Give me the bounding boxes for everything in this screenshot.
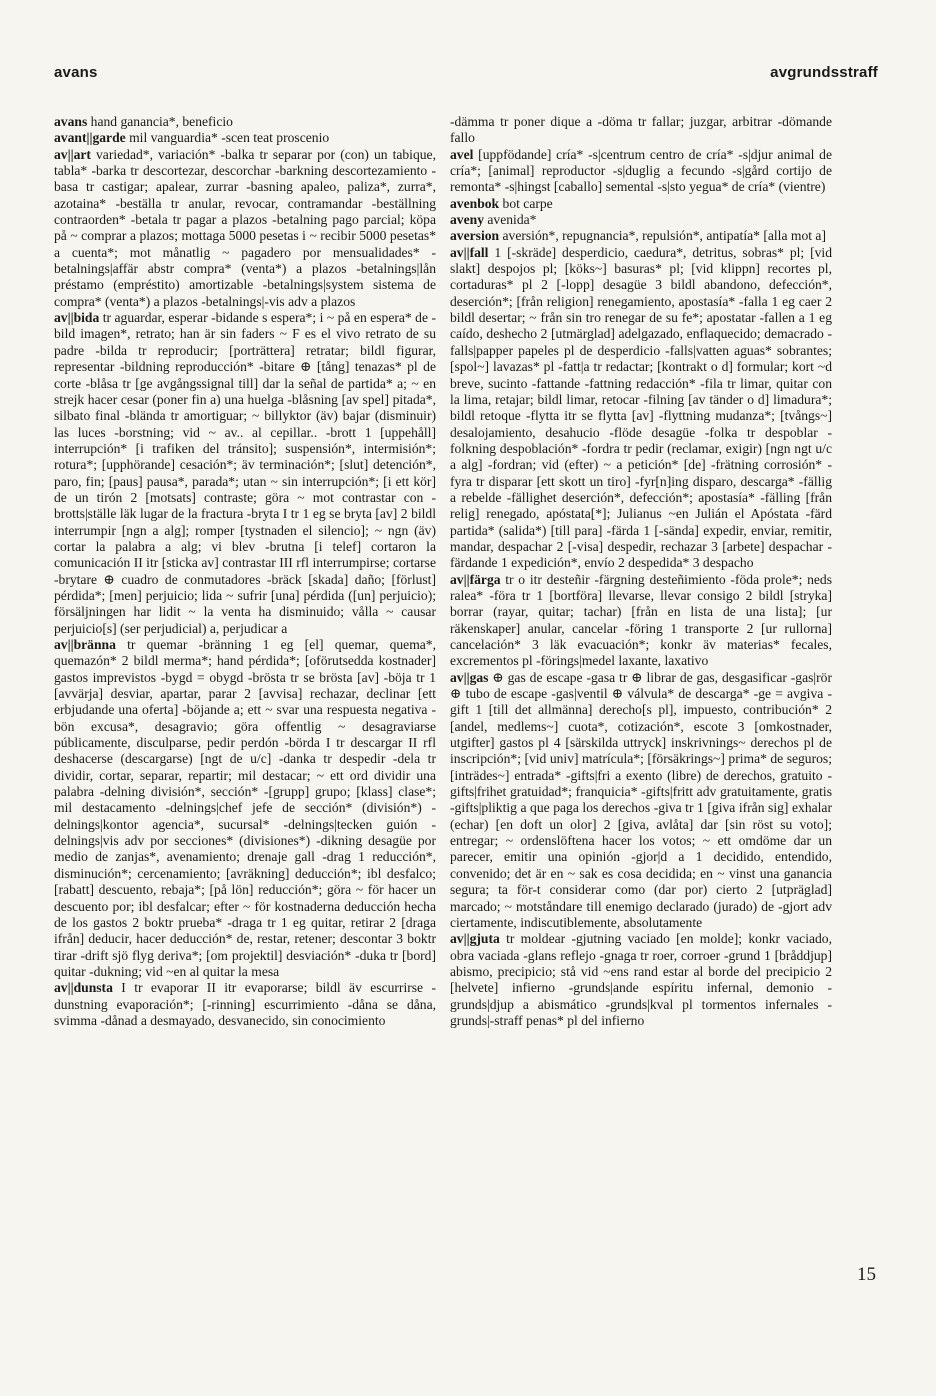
entry-text: variedad*, variación* -balka tr separar por (con) un tabique, tabla* -barka tr descortezar, descorchar -barkning descortezamiento -basa tr castigar; apalear, zurrar -basning apaleo, paliza*, zurra*, azotaina* -beställa tr anular, revocar, contramandar -beställning contraorden* -betala tr pagar a plazos -betalning pago parcial; köpa på ~ comprar a plazos; mottaga 5000 pesetas i ~ recibir 5000 pesetas* a cuenta*; mot månatlig ~ pagadero por mensualidades* -betalnings|affär abstr compra* (venta*) a plazos -betalnings|lån préstamo (empréstito) amortizable -betalnings|system sistema de compra* (venta*) a plazos -betalnings|-vis adv a plazos bbox=[54, 146, 436, 309]
dictionary-entry bbox=[450, 196, 832, 212]
page-number: 15 bbox=[857, 1264, 876, 1285]
dictionary-entry bbox=[450, 931, 832, 1029]
entry-headword: av||gjuta bbox=[450, 931, 500, 947]
entry-text: tr aguardar, esperar -bidande s espera*; i ~ på en espera* de -bild imagen*, retrato; han är sin faders ~ F es el vivo retrato de su padre -bilda tr reproducir; [porträttera] retratar; bildl figurar, representar -bildning reproducción* -bitare ⊕ [tång] tenazas* pl de corte -blåsa tr [ge avgångssignal till] dar la señal de partida* a; ~ en strejk hacer cesar (poner fin a) una huelga -blåsning [av spel] pitada*, silbato final -blända tr amortiguar; ~ billyktor (äv) bajar (disminuir) las luces -borstning; vid ~ av.. al cepillar.. -brott 1 [uppehåll] interrupción* [i trafiken del tránsito]; suspensión*, intermisión*; rotura*; [upphörande] cesación*; äv terminación*; [slut] detención*, paro, fin; [paus] pausa*, parada*; utan ~ sin interrupción*; [i ett kör] de un tirón 2 [motsats] contraste; göra ~ mot contrastar con -brotts|ställe läk lugar de la fractura -bryta I tr 1 eg se bryta [av] 2 bildl interrumpir [ngn a alg]; romper [tystnaden el silencio]; ~ ngn (äv) cortar la palabra a alg; vi blev -brutna [i telef] cortaron la comunicación II itr [sticka av] contrastar III rfl interrumpirse; cortarse -brytare ⊕ cuadro de conmutadores -bräck [skada] daño; [förlust] pérdida*; [men] perjuicio; lida ~ sufrir [una] pérdida ([un] perjuicio); försäljningen har lidit ~ la venta ha disminuido; vålla ~ causar perjuicio[s] (ser perjudicial) a, perjudicar a bbox=[54, 310, 436, 636]
left-column bbox=[54, 114, 436, 1029]
entry-headword: av||bränna bbox=[54, 637, 116, 652]
entry-text: tr moldear -gjutning vaciado [en molde]; konkr vaciado, obra vaciada -glans reflejo -gnaga tr roer, corroer -grund 1 [bråddjup] abismo, precipicio; stå vid ~ens rand estar al borde del precipicio 2 [helvete] infierno -grunds|ande espíritu infernal, demonio -grunds|djup a abismático -grunds|kval pl tormentos infernales -grunds|-straff penas* pl del infierno bbox=[450, 931, 832, 1028]
entry-headword: avenbok bbox=[450, 195, 500, 211]
entry-text: hand ganancia*, beneficio bbox=[90, 114, 233, 129]
entry-text: ⊕ gas de escape -gasa tr ⊕ librar de gas, desgasificar -gas|rör ⊕ tubo de escape -gas|ventil ⊕ válvula* de descarga* -ge = avgiva -gift 1 [till det allmänna] derecho[s pl], impuesto, contribución* 2 [andel, medlems~] cuota*, cotización*, escote 3 [omkostnader, utgifter] gastos pl 4 [särskilda uttryck] inskrivnings~ derechos pl de inscripción*; [vid univ] matrícula*; [försäkrings~] prima* de seguros; [inträdes~] entrada* -gifts|fri a exento (libre) de derechos, gratuito -gifts|frihet gratuidad*; franquicia* -gifts|fritt adv gratuitamente, gratis -gifts|pliktig a que paga los derechos -giva tr 1 [giva ifrån sig] exhalar (echar) [en doft un olor] 2 [giva, avlåta] dar [sin röst su voto]; entregar; ~ ordenslöftena hacer los votos; ~ ett omdöme dar un parecer, emitir una opinión -gjor|d a 1 decidido, entendido, convenido; det är en ~ sak es cosa decidida; en ~ vinst una ganancia segura; ta för-t considerar como (dar por) cierto 2 [utpräglad] marcado; ~ motståndare till enemigo declarado (jurado) de -gjort adv ciertamente, indiscutiblemente, absolutamente bbox=[450, 669, 832, 930]
entry-text: tr quemar -bränning 1 eg [el] quemar, quema*, quemazón* 2 bildl merma*; hand pérdida*; [oförutsedda kostnader] gastos imprevistos -bygd = obygd -brösta tr se brösta [av] -böja tr 1 [avvärja] desviar, apartar, parar 2 [avvisa] rechazar, declinar [ett erbjudande una oferta] -böjande a; ett ~ svar una respuesta negativa -bön excusa*, desagravio; göra offentlig ~ desagraviarse públicamente, disculparse, pedir perdón -börda I tr descargar II rfl deshacerse (descargarse) [ngt de u/c] -danka tr despedir -dela tr dividir, cortar, separar, repartir; mil destacar; ~ ett ord dividir una palabra -delning división*, sección* -[grupp] grupo; [klass] clase*; mil destacamento -delnings|chef jefe de sección* (división*) -delnings|kontor agencia*, sucursal* -delnings|tecken guión -delnings|vis adv por secciones* (divisiones*) -dikning desagüe por medio de zanjas*, avenamiento; drenaje gall -drag 1 reducción*, disminución*; cercenamiento; [avräkning] deducción*; ibl desfalco; [rabatt] descuento, rebaja*; [på lön] reducción*; göra ~ för hacer un descuento por; ibl desfalcar; efter ~ för kostnaderna deducción hecha de los gastos 2 boktr prueba* -draga tr 1 eg quitar, retirar 2 [draga ifrån] deducir, hacer deducción* de, restar, retener; descontar 3 boktr tirar -drift sjö flyg deriva*; [om projektil] desviación* -duka tr [bord] quitar -dukning; vid ~en al quitar la mesa bbox=[54, 637, 436, 979]
right-guide-word: avgrundsstraff bbox=[770, 64, 878, 81]
entry-text: tr o itr desteñir -färgning desteñimiento -föda prole*; neds ralea* -föra tr 1 [bortföra] llevarse, llevar consigo 2 bildl [stryka] borrar (rayar, quitar; tachar) [från en lista de una lista]; [ur räkenskaper] anular, cancelar -föring 1 transporte 2 [ur rullorna] cancelación* 3 läk evacuación*; konkr äv materias* fecales, excrementos pl -förings|medel laxante, laxativo bbox=[450, 571, 832, 669]
entry-text: bot carpe bbox=[502, 195, 553, 211]
entry-text: aversión*, repugnancia*, repulsión*, antipatía* [alla mot a] bbox=[502, 228, 826, 244]
dictionary-entry bbox=[54, 310, 436, 637]
dictionary-entry bbox=[54, 147, 436, 310]
dictionary-entry bbox=[450, 212, 832, 228]
dictionary-entry bbox=[54, 637, 436, 980]
dictionary-entry bbox=[450, 245, 832, 572]
entry-headword: avel bbox=[450, 146, 474, 162]
entry-headword: av||färga bbox=[450, 571, 501, 587]
entry-headword: av||gas bbox=[450, 669, 489, 685]
entry-text: mil vanguardia* -scen teat proscenio bbox=[129, 130, 330, 146]
dictionary-entry bbox=[450, 572, 832, 670]
dictionary-entry bbox=[450, 670, 832, 932]
entry-headword: aversion bbox=[450, 228, 500, 244]
entry-headword: av||dunsta bbox=[54, 980, 113, 996]
dictionary-entry bbox=[450, 114, 832, 147]
dictionary-entry bbox=[450, 228, 832, 244]
entry-text: avenida* bbox=[487, 212, 537, 228]
entry-headword: avant||garde bbox=[54, 130, 126, 146]
dictionary-entry bbox=[450, 147, 832, 196]
entry-headword: av||art bbox=[54, 146, 91, 162]
entry-text: -dämma tr poner dique a -döma tr fallar; juzgar, arbitrar -dömande fallo bbox=[450, 114, 832, 146]
entry-text: [uppfödande] cría* -s|centrum centro de cría* -s|djur animal de cría*; [animal] reproductor -s|duglig a fecundo -s|gård cortijo de remonta* -s|hingst [caballo] semental -s|sto yegua* de cría* (vientre) bbox=[450, 146, 832, 195]
entry-text: 1 [-skräde] desperdicio, caedura*, detritus, sobras* pl; [vid slakt] despojos pl; [köks~] basuras* pl; [vid klippn] recortes pl, cortaduras* pl 2 [-lopp] desagüe 3 bildl abandono, defección*, deserción*; [från religion] renegamiento, apostasía* -falla 1 eg caer 2 bildl desertar; ~ från sin tro renegar de su fe*; apostatar -fallen a 1 eg caído, deshecho 2 [utmärglad] adelgazado, enflaquecido; demacrado -falls|papper papeles pl de desperdicio -falls|vatten aguas* sobrantes; [spol~] lavazas* pl -fatt|a tr redactar; [kontrakt o d] formular; kort ~d breve, sucinto -fattande -fattning redacción* -fila tr limar, quitar con la lima, retajar; bildl limar, retocar -filning [av tänder o d] limadura*; bildl retoque -flytta itr se flytta [av] -flyttning mudanza*; [tvångs~] desalojamiento, desahucio -flöde desagüe -folka tr despoblar -folkning despoblación* -fordra tr pedir (reclamar, exigir) [ngn ngt u/c a alg] -fordran; vid (efter) ~ a petición* [de] -frätning corrosión* -fyra tr disparar [ett skott un tiro] -fyr[n]ing disparo, descarga* -fällig a rebelde -fällighet deserción*, defección*; apostasía* -fälling [från relig] renegado, apóstata[*]; Julianus ~en Julián el Apóstata -färd partida* (salida*) [till para] -färda 1 [-sända] expedir, enviar, remitir, mandar, despachar 2 [-visa] despedir, rechazar 3 [arbete] despachar -färdande 1 expedición*, envío 2 despedida* 3 despacho bbox=[450, 244, 832, 571]
entry-headword: av||bida bbox=[54, 310, 100, 326]
dictionary-entry bbox=[54, 980, 436, 1029]
left-guide-word: avans bbox=[54, 64, 98, 81]
dictionary-entry bbox=[54, 130, 436, 146]
dictionary-entry bbox=[54, 114, 436, 130]
entry-headword: av||fall bbox=[450, 244, 489, 260]
right-column bbox=[450, 114, 832, 1029]
entry-headword: avans bbox=[54, 114, 88, 129]
entry-text: I tr evaporar II itr evaporarse; bildl äv escurrirse -dunstning evaporación*; [-rinning] escurrimiento -dåna se dåna, svimma -dånad a desmayado, desvanecido, sin conocimiento bbox=[54, 980, 436, 1028]
entry-headword: aveny bbox=[450, 212, 484, 228]
